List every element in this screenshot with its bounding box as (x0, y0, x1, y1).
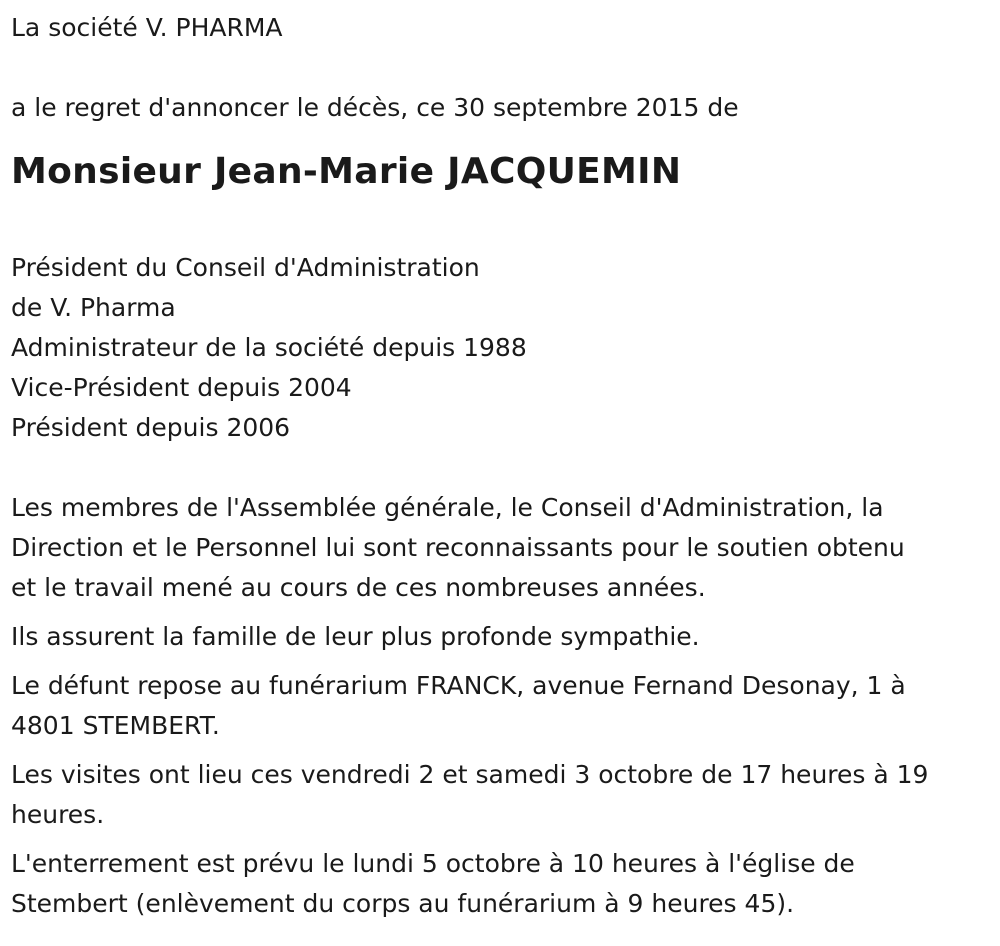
paragraph-line: 4801 STEMBERT. (11, 711, 220, 740)
title-line: Vice-Président depuis 2004 (11, 373, 352, 402)
paragraph-funeral-home (11, 666, 991, 746)
paragraph-line: heures. (11, 800, 105, 829)
paragraph-visits (11, 755, 991, 835)
company-name: La société V. PHARMA (11, 13, 283, 42)
paragraph-sympathy (11, 617, 991, 657)
paragraph-line: et le travail mené au cours de ces nombreuses années. (11, 573, 706, 602)
title-line: de V. Pharma (11, 293, 176, 322)
paragraph-line: Le défunt repose au funérarium FRANCK, avenue Fernand Desonay, 1 à (11, 671, 906, 700)
title-line: Administrateur de la société depuis 1988 (11, 333, 527, 362)
title-line: Président depuis 2006 (11, 413, 291, 442)
paragraph-line: Les membres de l'Assemblée générale, le Conseil d'Administration, la (11, 493, 884, 522)
title-line: Président du Conseil d'Administration (11, 253, 480, 282)
announcement-text: a le regret d'annoncer le décès, ce 30 septembre 2015 de (11, 93, 739, 122)
titles-list (11, 248, 1000, 448)
paragraph-line: Les visites ont lieu ces vendredi 2 et samedi 3 octobre de 17 heures à 19 (11, 760, 929, 789)
paragraph-line: L'enterrement est prévu le lundi 5 octobre à 10 heures à l'église de (11, 849, 855, 878)
deceased-name: Monsieur Jean-Marie JACQUEMIN (11, 151, 682, 192)
paragraph-line: Stembert (enlèvement du corps au funérarium à 9 heures 45). (11, 889, 795, 918)
paragraph-line: Direction et le Personnel lui sont reconnaissants pour le soutien obtenu (11, 533, 905, 562)
paragraph-gratitude (11, 488, 991, 608)
paragraph-line: Ils assurent la famille de leur plus profonde sympathie. (11, 622, 700, 651)
paragraph-burial (11, 844, 991, 924)
